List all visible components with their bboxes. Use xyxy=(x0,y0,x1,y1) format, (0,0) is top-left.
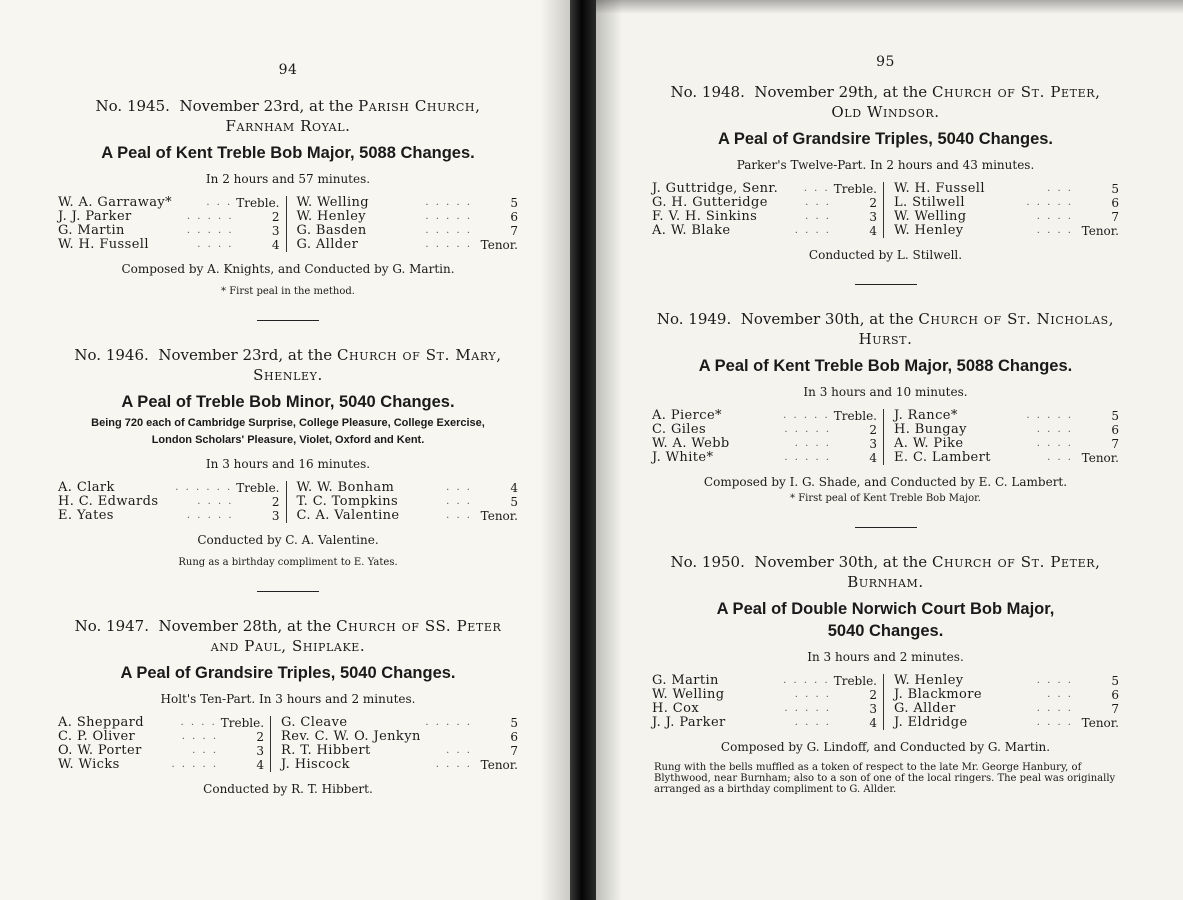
peal-record-1947 xyxy=(58,616,518,796)
ringers-table xyxy=(58,481,518,523)
peal-place: Farnham Royal. xyxy=(225,117,351,135)
peal-title-line: 5040 Changes. xyxy=(827,622,944,640)
peal-number: No. 1945. xyxy=(95,97,170,115)
bell-number: 4 xyxy=(869,451,877,465)
ringer-name: A. W. Blake xyxy=(652,223,731,238)
ringer-name: J. Blackmore xyxy=(894,687,982,702)
ringer-name: A. Pierce* xyxy=(652,408,722,423)
ringer-row: W. Henley . . . . . 6 xyxy=(296,209,518,224)
ringer-name: W. Henley xyxy=(894,223,964,238)
ringer-row: W. Welling . . . . 7 xyxy=(894,209,1119,224)
ringer-name: J. White* xyxy=(652,450,714,465)
ringer-row: L. Stilwell . . . . . 6 xyxy=(894,195,1119,210)
ringer-name: W. Welling xyxy=(894,209,967,224)
ringers-column-left xyxy=(58,481,280,523)
ringer-row: J. Eldridge . . . . Tenor. xyxy=(894,715,1119,730)
section-divider xyxy=(855,284,917,285)
bell-number: 2 xyxy=(271,495,280,509)
ringer-row: R. T. Hibbert . . . 7 xyxy=(281,743,518,758)
ringer-name: W. H. Fussell xyxy=(58,237,149,252)
bell-number: 3 xyxy=(271,224,280,238)
peal-methods xyxy=(58,415,518,449)
bell-number: Treble. xyxy=(236,196,280,210)
peal-title-line: A Peal of Double Norwich Court Bob Major, xyxy=(716,600,1055,618)
bell-number: 5 xyxy=(1111,182,1119,196)
page-number: 94 xyxy=(278,62,298,78)
bell-number: Tenor. xyxy=(1081,224,1119,238)
bell-number: Treble. xyxy=(833,182,877,196)
peal-duration: In 3 hours and 10 minutes. xyxy=(803,385,968,399)
ringer-row: A. Sheppard . . . . Treble. xyxy=(58,715,265,730)
peal-date: November 23rd, at the xyxy=(158,346,333,364)
ringer-name: J. Hiscock xyxy=(281,757,350,772)
ringer-name: G. Allder xyxy=(296,237,359,252)
bell-number: 4 xyxy=(256,758,265,772)
peal-date: November 30th, at the xyxy=(754,553,928,571)
ringer-row: G. Cleave . . . . . 5 xyxy=(281,715,518,730)
ringer-name: C. P. Oliver xyxy=(58,729,136,744)
peal-number: No. 1947. xyxy=(74,617,149,635)
ringer-row: A. W. Blake . . . . 4 xyxy=(652,223,877,238)
peal-date: November 30th, at the xyxy=(740,310,914,328)
peal-date: November 29th, at the xyxy=(754,83,928,101)
ringer-name: G. Allder xyxy=(894,701,956,716)
peal-place: Hurst. xyxy=(858,330,913,348)
bell-number: Treble. xyxy=(220,716,265,730)
peal-heading xyxy=(58,345,518,385)
peal-title: A Peal of Kent Treble Bob Major, 5088 Changes. xyxy=(101,144,475,162)
ringer-row xyxy=(281,730,518,744)
bell-number: 6 xyxy=(1111,688,1119,702)
ringer-row: H. C. Edwards . . . . 2 xyxy=(58,494,280,509)
ringer-row: W. Henley . . . . Tenor. xyxy=(894,223,1119,238)
ringer-name: G. H. Gutteridge xyxy=(652,195,768,210)
peal-methods-line: London Scholars' Pleasure, Violet, Oxford and Kent. xyxy=(151,434,425,446)
ringer-name: E. Yates xyxy=(58,508,114,523)
ringer-name: H. Cox xyxy=(652,701,700,716)
ringer-name: R. T. Hibbert xyxy=(281,743,371,758)
bell-number: 3 xyxy=(869,437,877,451)
ringer-row: A. Pierce* . . . . . Treble. xyxy=(652,408,877,423)
ringer-name: L. Stilwell xyxy=(894,195,965,210)
ringers-table xyxy=(652,409,1119,465)
ringers-table xyxy=(652,182,1119,238)
ringers-column-right xyxy=(286,481,519,523)
peal-duration: Holt's Ten-Part. In 3 hours and 2 minutes. xyxy=(160,692,416,706)
peal-record-1946 xyxy=(58,345,518,569)
ringers-column-left xyxy=(58,716,264,772)
peal-church: Parish Church, xyxy=(358,97,481,115)
peal-footnote: * First peal of Kent Treble Bob Major. xyxy=(790,493,981,504)
bell-number: 3 xyxy=(256,744,265,758)
peal-date: November 23rd, at the xyxy=(179,97,354,115)
ringer-row: J. Hiscock . . . . Tenor. xyxy=(281,757,518,772)
ringer-name: W. Welling xyxy=(652,687,725,702)
bell-number: 5 xyxy=(510,196,518,210)
ringer-name: G. Basden xyxy=(296,223,367,238)
ringer-row: J. White* . . . . . 4 xyxy=(652,450,877,465)
ringer-name: W. A. Webb xyxy=(652,436,730,451)
peal-place: and Paul, Shiplake. xyxy=(210,637,366,655)
section-divider xyxy=(257,320,319,321)
peal-heading xyxy=(58,96,518,136)
ringers-column-right xyxy=(883,409,1119,465)
ringers-table xyxy=(652,674,1119,730)
ringer-name: W. Wicks xyxy=(58,757,120,772)
ringer-row: G. Allder . . . . . Tenor. xyxy=(296,237,518,252)
peal-date: November 28th, at the xyxy=(158,617,332,635)
ringer-name: J. Guttridge, Senr. xyxy=(652,181,779,196)
bell-number: 2 xyxy=(869,688,877,702)
left-page xyxy=(0,0,570,900)
ringer-row: A. Clark . . . . . . Treble. xyxy=(58,480,280,495)
ringers-column-left xyxy=(652,182,877,238)
ringer-row: J. J. Parker . . . . 4 xyxy=(652,715,877,730)
peal-record-1945 xyxy=(58,96,518,298)
ringer-row: G. H. Gutteridge . . . 2 xyxy=(652,195,877,210)
ringer-name: G. Martin xyxy=(652,673,719,688)
ringer-row: F. V. H. Sinkins . . . 3 xyxy=(652,209,877,224)
bell-number: 4 xyxy=(869,224,877,238)
bell-number: Tenor. xyxy=(1081,716,1119,730)
peal-footnote: * First peal in the method. xyxy=(221,286,355,297)
ringer-row: T. C. Tompkins . . . 5 xyxy=(296,494,518,509)
peal-place: Shenley. xyxy=(253,366,323,384)
ringer-name: F. V. H. Sinkins xyxy=(652,209,758,224)
ringer-row: W. Welling . . . . 2 xyxy=(652,687,877,702)
peal-church: Church of St. Peter, xyxy=(931,553,1101,571)
ringer-row: O. W. Porter . . . 3 xyxy=(58,743,265,758)
ringers-column-right xyxy=(883,182,1119,238)
bell-number: Treble. xyxy=(833,674,877,688)
peal-church: Church of St. Peter, xyxy=(931,83,1101,101)
ringers-column-left xyxy=(652,674,877,730)
ringer-row: C. A. Valentine . . . Tenor. xyxy=(296,508,518,523)
bell-number: 3 xyxy=(271,509,280,523)
ringer-row: W. H. Fussell . . . . 4 xyxy=(58,237,280,252)
ringer-name: E. C. Lambert xyxy=(894,450,991,465)
peal-place: Burnham. xyxy=(847,573,924,591)
ringer-row: W. Welling . . . . . 5 xyxy=(296,195,518,210)
section-divider xyxy=(257,591,319,592)
peal-record-1948 xyxy=(652,82,1119,262)
peal-title xyxy=(652,598,1119,642)
ringer-name: J. J. Parker xyxy=(652,715,726,730)
peal-footnote: Rung with the bells muffled as a token of respect to the late Mr. George Hanbury, of Blythwood, near Burnham; also to a son of one of the local ringers. The peal was originally arranged as a birthday compliment to G. Allder. xyxy=(654,762,1116,795)
bell-number: Tenor. xyxy=(480,758,518,772)
peal-heading xyxy=(652,309,1119,349)
ringer-row: J. J. Parker . . . . . 2 xyxy=(58,209,280,224)
ringer-name: G. Martin xyxy=(58,223,125,238)
ringer-row: C. P. Oliver . . . . 2 xyxy=(58,729,265,744)
ringer-row: H. Bungay . . . . 6 xyxy=(894,422,1119,437)
peal-title: A Peal of Treble Bob Minor, 5040 Changes. xyxy=(121,393,455,411)
ringer-row: C. Giles . . . . . 2 xyxy=(652,422,877,437)
ringers-column-right xyxy=(286,196,519,252)
bell-number: 3 xyxy=(869,702,877,716)
peal-title: A Peal of Grandsire Triples, 5040 Changes. xyxy=(717,130,1054,148)
page-number: 95 xyxy=(876,54,895,70)
peal-conducted: Conducted by C. A. Valentine. xyxy=(197,533,379,547)
bell-number: 5 xyxy=(1111,674,1119,688)
ringer-row: W. A. Garraway* . . . Treble. xyxy=(58,195,280,210)
bell-number: 4 xyxy=(869,716,877,730)
peal-place: Old Windsor. xyxy=(831,103,940,121)
book-gutter xyxy=(570,0,596,900)
ringers-column-right xyxy=(270,716,518,772)
peal-duration: Parker's Twelve-Part. In 2 hours and 43 minutes. xyxy=(736,158,1035,172)
bell-number: 6 xyxy=(1111,423,1119,437)
ringer-name: W. H. Fussell xyxy=(894,181,985,196)
ringer-row: W. Wicks . . . . . 4 xyxy=(58,757,265,772)
ringer-name: J. Eldridge xyxy=(894,715,968,730)
bell-number: 2 xyxy=(869,196,877,210)
peal-methods-line: Being 720 each of Cambridge Surprise, College Pleasure, College Exercise, xyxy=(91,417,485,429)
bell-number: 7 xyxy=(510,744,518,758)
ringer-row: W. H. Fussell . . . 5 xyxy=(894,181,1119,196)
bell-number: 5 xyxy=(1111,409,1119,423)
ringer-row: G. Martin . . . . . Treble. xyxy=(652,673,877,688)
ringer-name: A. Clark xyxy=(58,480,115,495)
ringer-row: H. Cox . . . . . 3 xyxy=(652,701,877,716)
ringers-table xyxy=(58,196,518,252)
bell-number: Treble. xyxy=(833,409,877,423)
ringer-name: C. A. Valentine xyxy=(296,508,400,523)
bell-number: 2 xyxy=(256,730,265,744)
peal-duration: In 2 hours and 57 minutes. xyxy=(205,172,371,186)
ringer-row: E. Yates . . . . . 3 xyxy=(58,508,280,523)
peal-heading xyxy=(652,82,1119,122)
ringer-row: G. Allder . . . . 7 xyxy=(894,701,1119,716)
right-page xyxy=(596,0,1183,900)
bell-number: 3 xyxy=(869,210,877,224)
peal-heading xyxy=(652,552,1119,592)
bell-number: 4 xyxy=(510,481,518,495)
ringer-row: W. A. Webb . . . . 3 xyxy=(652,436,877,451)
peal-duration: In 3 hours and 2 minutes. xyxy=(807,650,964,664)
ringer-name: A. W. Pike xyxy=(894,436,964,451)
peal-number: No. 1948. xyxy=(670,83,745,101)
ringers-column-right xyxy=(883,674,1119,730)
peal-church: Church of SS. Peter xyxy=(336,617,502,635)
bell-number: 7 xyxy=(1111,437,1119,451)
bell-number: 5 xyxy=(510,716,518,730)
ringer-row: G. Martin . . . . . 3 xyxy=(58,223,280,238)
peal-conducted: Composed by A. Knights, and Conducted by G. Martin. xyxy=(121,262,455,276)
peal-footnote: Rung as a birthday compliment to E. Yates. xyxy=(178,557,398,568)
ringer-name: J. J. Parker xyxy=(58,209,132,224)
ringer-name: W. Welling xyxy=(296,195,370,210)
peal-conducted: Conducted by L. Stilwell. xyxy=(808,248,963,262)
ringers-column-left xyxy=(58,196,280,252)
bell-number: 2 xyxy=(869,423,877,437)
ringer-row: G. Basden . . . . . 7 xyxy=(296,223,518,238)
peal-heading xyxy=(58,616,518,656)
bell-number: 6 xyxy=(510,730,518,744)
section-divider xyxy=(855,527,917,528)
peal-conducted: Composed by I. G. Shade, and Conducted by E. C. Lambert. xyxy=(703,475,1068,489)
bell-number: 6 xyxy=(1111,196,1119,210)
ringer-row: A. W. Pike . . . . 7 xyxy=(894,436,1119,451)
ringer-name: W. W. Bonham xyxy=(296,480,395,495)
bell-number: Tenor. xyxy=(1081,451,1119,465)
peal-title: A Peal of Grandsire Triples, 5040 Changes. xyxy=(120,664,456,682)
peal-record-1949 xyxy=(652,309,1119,505)
ringer-name: A. Sheppard xyxy=(58,715,144,730)
peal-number: No. 1949. xyxy=(656,310,732,328)
ringer-name: W. Henley xyxy=(296,209,367,224)
ringer-name: W. Henley xyxy=(894,673,964,688)
bell-number: 7 xyxy=(1111,702,1119,716)
ringer-name: O. W. Porter xyxy=(58,743,142,758)
peal-church: Church of St. Nicholas, xyxy=(918,310,1115,328)
ringer-row: W. Henley . . . . 5 xyxy=(894,673,1119,688)
ringer-name: J. Rance* xyxy=(894,408,958,423)
ringer-name: Rev. C. W. O. Jenkyn xyxy=(281,729,421,744)
ringers-table xyxy=(58,716,518,772)
ringer-name: C. Giles xyxy=(652,422,707,437)
peal-number: No. 1946. xyxy=(74,346,149,364)
bell-number: Tenor. xyxy=(480,509,518,523)
peal-conducted: Conducted by R. T. Hibbert. xyxy=(203,782,373,796)
ringer-name: H. C. Edwards xyxy=(58,494,159,509)
bell-number: 7 xyxy=(510,224,518,238)
ringer-row: J. Rance* . . . . . 5 xyxy=(894,408,1119,423)
bell-number: Treble. xyxy=(236,481,280,495)
peal-title: A Peal of Kent Treble Bob Major, 5088 Changes. xyxy=(698,357,1073,375)
peal-number: No. 1950. xyxy=(670,553,745,571)
bell-number: 4 xyxy=(271,238,280,252)
bell-number: 7 xyxy=(1111,210,1119,224)
ringer-name: W. A. Garraway* xyxy=(58,195,173,210)
ringer-row: J. Guttridge, Senr. . . . Treble. xyxy=(652,181,877,196)
ringer-name: H. Bungay xyxy=(894,422,967,437)
ringer-name: T. C. Tompkins xyxy=(296,494,399,509)
ringers-column-left xyxy=(652,409,877,465)
ringer-name: G. Cleave xyxy=(281,715,348,730)
peal-duration: In 3 hours and 16 minutes. xyxy=(205,457,371,471)
ringer-row: J. Blackmore . . . 6 xyxy=(894,687,1119,702)
bell-number: 2 xyxy=(271,210,280,224)
peal-church: Church of St. Mary, xyxy=(336,346,502,364)
ringer-row: E. C. Lambert . . . Tenor. xyxy=(894,450,1119,465)
bell-number: Tenor. xyxy=(480,238,518,252)
peal-conducted: Composed by G. Lindoff, and Conducted by G. Martin. xyxy=(720,740,1051,754)
bell-number: 5 xyxy=(510,495,518,509)
ringer-row: W. W. Bonham . . . 4 xyxy=(296,480,518,495)
bell-number: 6 xyxy=(510,210,518,224)
peal-record-1950 xyxy=(652,552,1119,795)
